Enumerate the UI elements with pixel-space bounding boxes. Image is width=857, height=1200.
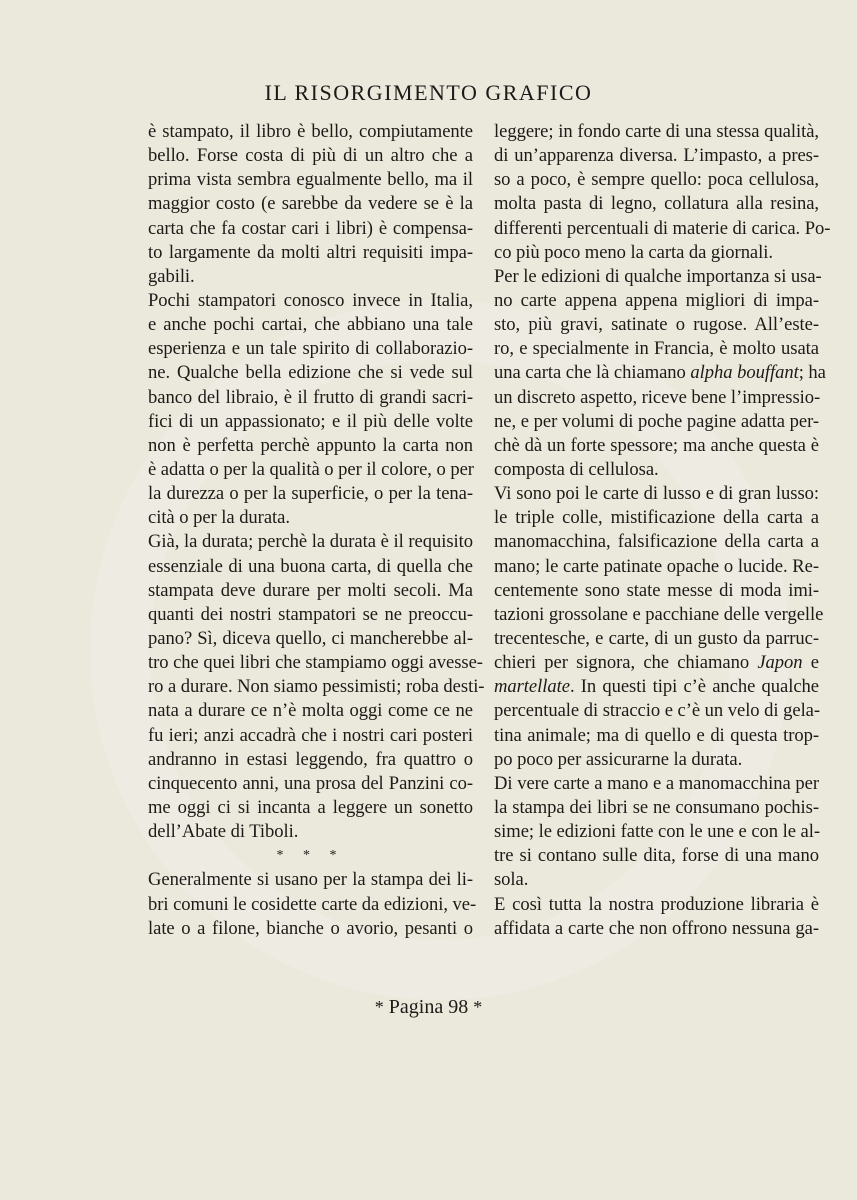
text-line <box>148 917 473 941</box>
text-line <box>494 603 824 627</box>
text-line <box>494 748 819 772</box>
text-line <box>494 772 819 796</box>
text-span: molta pasta di legno, collatura alla resina, <box>494 193 819 215</box>
text-line <box>148 724 473 748</box>
running-head: IL RISORGIMENTO GRAFICO <box>264 80 593 105</box>
text-line <box>148 820 473 844</box>
text-line <box>148 217 473 241</box>
section-divider <box>148 844 473 868</box>
text-span: cinquecento anni, una prosa del Panzini co- <box>148 772 473 794</box>
text-line <box>494 555 819 579</box>
footer-ornament-right: * <box>473 997 483 1017</box>
text-line <box>148 410 473 434</box>
text-line <box>494 917 819 941</box>
text-line <box>494 192 819 216</box>
text-span: carta che fa costar cari i libri) è compensa- <box>148 217 473 239</box>
text-line <box>494 506 819 530</box>
text-span: Pochi stampatori conosco invece in Italia, <box>148 289 473 311</box>
text-line <box>494 482 819 506</box>
text-line <box>494 530 819 554</box>
text-span: E così tutta la nostra produzione libraria è <box>494 893 819 915</box>
text-line <box>494 893 819 917</box>
text-span: e <box>802 652 819 674</box>
text-line <box>494 724 819 748</box>
italic-term: alpha bouffant <box>690 362 799 384</box>
text-line <box>148 579 473 603</box>
text-line <box>494 217 831 241</box>
text-span: maggior costo (e sarebbe da vedere se è la <box>148 193 473 215</box>
text-span: * * * <box>276 848 345 864</box>
text-span: la stampa dei libri se ne consumano pochis- <box>494 796 819 818</box>
text-line <box>494 796 819 820</box>
text-span: un discreto aspetto, riceve bene l’impressio- <box>494 386 821 408</box>
text-span: percentuale di straccio e c’è un velo di gela- <box>494 700 821 722</box>
text-line <box>148 627 473 651</box>
text-span: Vi sono poi le carte di lusso e di gran lusso: <box>494 483 819 505</box>
text-line <box>148 337 473 361</box>
text-span: chieri per signora, che chiamano <box>494 652 758 674</box>
text-span: Per le edizioni di qualche importanza si usa- <box>494 265 822 287</box>
text-line <box>494 168 819 192</box>
text-span: dell’Abate di Tiboli. <box>148 821 299 843</box>
italic-term: martellate <box>494 676 570 698</box>
text-line <box>148 699 473 723</box>
text-span: leggere; in fondo carte di una stessa qualità, <box>494 121 819 142</box>
text-line <box>494 699 819 723</box>
text-line <box>148 482 473 506</box>
text-line <box>148 434 473 458</box>
text-line <box>148 361 473 385</box>
text-line <box>148 530 473 554</box>
text-line <box>494 241 819 265</box>
text-span: è stampato, il libro è bello, compiutamente <box>148 121 473 142</box>
text-span: centemente sono state messe di moda imi- <box>494 579 819 601</box>
text-span: Già, la durata; perchè la durata è il requisito <box>148 531 473 553</box>
text-span: è adatta o per la qualità o per il colore, o per <box>148 458 474 480</box>
footer-ornament-left: * <box>374 997 384 1017</box>
text-span: ; ha <box>798 362 826 384</box>
text-line <box>148 241 473 265</box>
text-line <box>494 820 819 844</box>
text-line <box>494 289 819 313</box>
text-span: co più poco meno la carta da giornali. <box>494 241 773 263</box>
text-line <box>148 675 485 699</box>
text-span: la durezza o per la superficie, o per la tena- <box>148 483 473 505</box>
text-column-left <box>148 120 485 941</box>
text-span: non è perfetta perchè appunto la carta non <box>148 434 473 456</box>
text-span: banco del libraio, è il frutto di grandi sacri- <box>148 386 473 408</box>
text-line <box>494 844 819 868</box>
text-line <box>494 386 819 410</box>
text-span: andranno in estasi leggendo, fra quattro o <box>148 748 473 770</box>
text-span: stampata deve durare per molti secoli. Ma <box>148 579 473 601</box>
text-line <box>494 144 819 168</box>
text-span: una carta che là chiamano <box>494 362 691 384</box>
text-span: di un’apparenza diversa. L’impasto, a pres- <box>494 145 819 167</box>
text-line <box>494 434 819 458</box>
text-line <box>148 603 473 627</box>
text-span: pano? Sì, diceva quello, ci mancherebbe al- <box>148 627 473 649</box>
text-column-right <box>494 120 831 941</box>
text-span: ro a durare. Non siamo pessimisti; roba desti- <box>148 676 485 698</box>
text-span: me oggi ci si incanta a leggere un sonetto <box>148 796 473 818</box>
text-line <box>148 289 473 313</box>
italic-term: Japon <box>757 652 803 674</box>
text-span: ne, e per volumi di poche pagine adatta per- <box>494 410 819 432</box>
text-line <box>494 361 826 385</box>
text-line <box>494 313 819 337</box>
text-span: ne. Qualche bella edizione che si vede sul <box>148 362 473 384</box>
text-span: tre si contano sulle dita, forse di una mano <box>494 845 819 867</box>
text-span: to largamente da molti altri requisiti impa- <box>148 241 473 263</box>
text-span: sto, più gravi, satinate o rugose. All’este- <box>494 314 819 336</box>
text-line <box>494 627 819 651</box>
text-span: gabili. <box>148 265 195 287</box>
text-line <box>494 337 819 361</box>
text-span: Generalmente si usano per la stampa dei li- <box>148 869 473 891</box>
text-span: essenziale di una buona carta, di quella che <box>148 555 473 577</box>
text-line <box>494 675 819 699</box>
text-line <box>148 796 473 820</box>
text-line <box>148 265 473 289</box>
text-span: esperienza e un tale spirito di collaborazio- <box>148 338 473 360</box>
text-line <box>148 868 473 892</box>
text-line <box>494 265 822 289</box>
page-number-label: Pagina 98 <box>388 996 469 1018</box>
text-span: affidata a carte che non offrono nessuna ga- <box>494 917 819 939</box>
text-span: cità o per la durata. <box>148 507 290 529</box>
text-line <box>148 748 473 772</box>
text-span: composta di cellulosa. <box>494 458 659 480</box>
text-span: tina animale; ma di quello e di questa trop- <box>494 724 819 746</box>
text-span: sola. <box>494 869 529 891</box>
text-span: quanti dei nostri stampatori se ne preoccu- <box>148 603 473 625</box>
text-span: nata a durare ce n’è molta oggi come ce ne <box>148 700 473 722</box>
text-span: e anche pochi cartai, che abbiano una tale <box>148 314 473 336</box>
text-line <box>494 120 819 144</box>
text-span: trecentesche, e carte, di un gusto da parruc- <box>494 627 819 649</box>
text-line <box>148 772 473 796</box>
text-span: tazioni grossolane e pacchiane delle vergelle <box>494 603 824 625</box>
text-line <box>148 651 483 675</box>
text-span: tro che quei libri che stampiamo oggi avesse- <box>148 652 483 674</box>
text-line <box>148 458 473 482</box>
text-line <box>148 893 477 917</box>
text-span: prima vista sembra egualmente bello, ma il <box>148 169 473 191</box>
text-line <box>148 192 473 216</box>
text-span: so a poco, è sempre quello: poca cellulosa, <box>494 169 819 191</box>
text-line <box>148 555 473 579</box>
text-span: bello. Forse costa di più di un altro che a <box>148 145 473 167</box>
text-span: bri comuni le cosidette carte da edizioni, ve- <box>148 893 477 915</box>
text-line <box>494 868 819 892</box>
text-line <box>494 410 819 434</box>
text-span: le triple colle, mistificazione della carta a <box>494 507 819 529</box>
text-span: fu ieri; anzi accadrà che i nostri cari posteri <box>148 724 473 746</box>
page-footer <box>0 996 857 1019</box>
text-line <box>148 313 473 337</box>
text-line <box>148 144 473 168</box>
text-span: late o a filone, bianche o avorio, pesanti o <box>148 917 473 939</box>
text-line <box>494 458 819 482</box>
text-span: ro, e specialmente in Francia, è molto usata <box>494 338 819 360</box>
text-span: Di vere carte a mano e a manomacchina per <box>494 772 819 794</box>
text-line <box>148 506 473 530</box>
text-line <box>494 651 819 675</box>
text-span: chè dà un forte spessore; ma anche questa è <box>494 434 819 456</box>
text-line <box>494 579 819 603</box>
text-line <box>148 168 473 192</box>
text-span: . In questi tipi c’è anche qualche <box>569 676 819 698</box>
text-span: fici di un appassionato; e il più delle volte <box>148 410 473 432</box>
text-span: po poco per assicurarne la durata. <box>494 748 743 770</box>
text-span: no carte appena appena migliori di impa- <box>494 289 819 311</box>
text-span: differenti percentuali di materie di carica. Po- <box>494 217 831 239</box>
text-span: mano; le carte patinate opache o lucide. Re- <box>494 555 819 577</box>
text-line <box>148 386 473 410</box>
text-line <box>148 120 473 144</box>
text-span: sime; le edizioni fatte con le une e con le al- <box>494 821 821 843</box>
text-span: manomacchina, falsificazione della carta a <box>494 531 819 553</box>
